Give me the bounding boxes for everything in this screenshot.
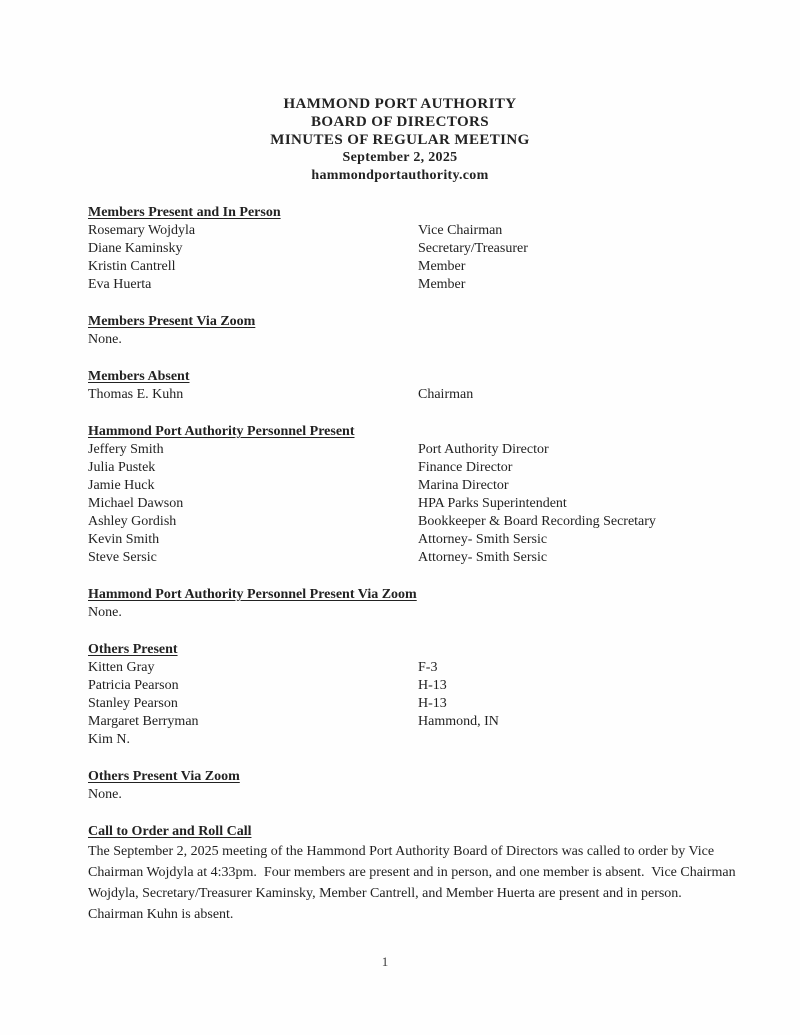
person-title: H-13 <box>418 696 447 711</box>
section-heading: Others Present Via Zoom <box>88 769 240 784</box>
table-row <box>88 695 742 713</box>
section-heading: Hammond Port Authority Personnel Present Via Zoom <box>88 587 417 602</box>
person-name: Stanley Pearson <box>88 696 178 711</box>
section-heading: Others Present <box>88 642 178 657</box>
table-row <box>88 677 742 695</box>
person-title: Marina Director <box>418 478 509 493</box>
meeting-date: September 2, 2025 <box>342 150 458 165</box>
person-name: Jamie Huck <box>88 478 155 493</box>
person-title: H-13 <box>418 678 447 693</box>
person-title: Attorney- Smith Sersic <box>418 550 548 565</box>
person-name: Margaret Berryman <box>88 714 199 729</box>
section-heading: Call to Order and Roll Call <box>88 824 252 839</box>
person-name: Ashley Gordish <box>88 514 177 529</box>
table-row <box>88 549 742 567</box>
section-members-present-via-zoom <box>88 313 742 349</box>
person-name: Jeffery Smith <box>88 442 164 457</box>
person-name: None. <box>88 787 122 802</box>
table-row <box>88 786 742 804</box>
table-row <box>88 531 742 549</box>
page-footer <box>0 954 770 970</box>
person-title: Bookkeeper & Board Recording Secretary <box>418 514 656 529</box>
person-name: None. <box>88 605 122 620</box>
section-heading: Members Present and In Person <box>88 205 281 220</box>
table-row <box>88 276 742 294</box>
document-body <box>88 204 742 925</box>
section-members-absent <box>88 368 742 404</box>
org-name: HAMMOND PORT AUTHORITY <box>283 96 517 112</box>
person-title <box>418 331 742 349</box>
table-row <box>88 713 742 731</box>
section-personnel-present-via-zoom <box>88 586 742 622</box>
table-row <box>88 659 742 677</box>
document-header <box>0 0 800 185</box>
person-title <box>418 786 742 804</box>
table-row <box>88 477 742 495</box>
board-title: BOARD OF DIRECTORS <box>310 114 490 130</box>
table-row <box>88 513 742 531</box>
person-name: Diane Kaminsky <box>88 241 183 256</box>
table-row <box>88 731 742 749</box>
section-members-present-in-person <box>88 204 742 294</box>
person-title: Finance Director <box>418 460 513 475</box>
person-title: Member <box>418 259 466 274</box>
section-heading: Members Absent <box>88 369 190 384</box>
section-others-present-via-zoom <box>88 768 742 804</box>
person-title: F-3 <box>418 660 438 675</box>
section-personnel-present <box>88 423 742 567</box>
person-title: Secretary/Treasurer <box>418 241 528 256</box>
person-name: Kim N. <box>88 732 130 747</box>
section-heading: Members Present Via Zoom <box>88 314 256 329</box>
section-others-present <box>88 641 742 749</box>
table-row <box>88 222 742 240</box>
person-title <box>418 731 742 749</box>
person-name: Michael Dawson <box>88 496 184 511</box>
table-row <box>88 258 742 276</box>
person-title <box>418 604 742 622</box>
table-row <box>88 331 742 349</box>
section-heading: Hammond Port Authority Personnel Present <box>88 424 355 439</box>
person-name: Thomas E. Kuhn <box>88 387 184 402</box>
person-title: Member <box>418 277 466 292</box>
table-row <box>88 495 742 513</box>
table-row <box>88 386 742 404</box>
person-name: Eva Huerta <box>88 277 152 292</box>
website-url: hammondportauthority.com <box>311 168 489 183</box>
person-name: Julia Pustek <box>88 460 156 475</box>
person-title: Port Authority Director <box>418 442 549 457</box>
table-row <box>88 459 742 477</box>
person-title: HPA Parks Superintendent <box>418 496 567 511</box>
section-call-to-order <box>88 823 742 925</box>
person-name: Patricia Pearson <box>88 678 179 693</box>
person-name: None. <box>88 332 122 347</box>
person-title: Chairman <box>418 387 474 402</box>
table-row <box>88 240 742 258</box>
person-name: Rosemary Wojdyla <box>88 223 196 238</box>
page-number: 1 <box>381 954 389 969</box>
person-title: Attorney- Smith Sersic <box>418 532 548 547</box>
person-name: Kristin Cantrell <box>88 259 176 274</box>
person-name: Kevin Smith <box>88 532 160 547</box>
table-row <box>88 604 742 622</box>
person-name: Kitten Gray <box>88 660 155 675</box>
person-name: Steve Sersic <box>88 550 157 565</box>
doc-title: MINUTES OF REGULAR MEETING <box>270 132 530 148</box>
call-to-order-paragraph: The September 2, 2025 meeting of the Hammond Port Authority Board of Directors was called to order by Vice Chairman Wojdyla at 4:33pm. Four members are present and in person, and one member is absent. Vice Chairman Wojdyla, Secretary/Treasurer Kaminsky, Member Cantrell, and Member Huerta are present and in person. Chairman Kuhn is absent. <box>88 844 739 922</box>
person-title: Vice Chairman <box>418 223 503 238</box>
table-row <box>88 441 742 459</box>
person-title: Hammond, IN <box>418 714 499 729</box>
